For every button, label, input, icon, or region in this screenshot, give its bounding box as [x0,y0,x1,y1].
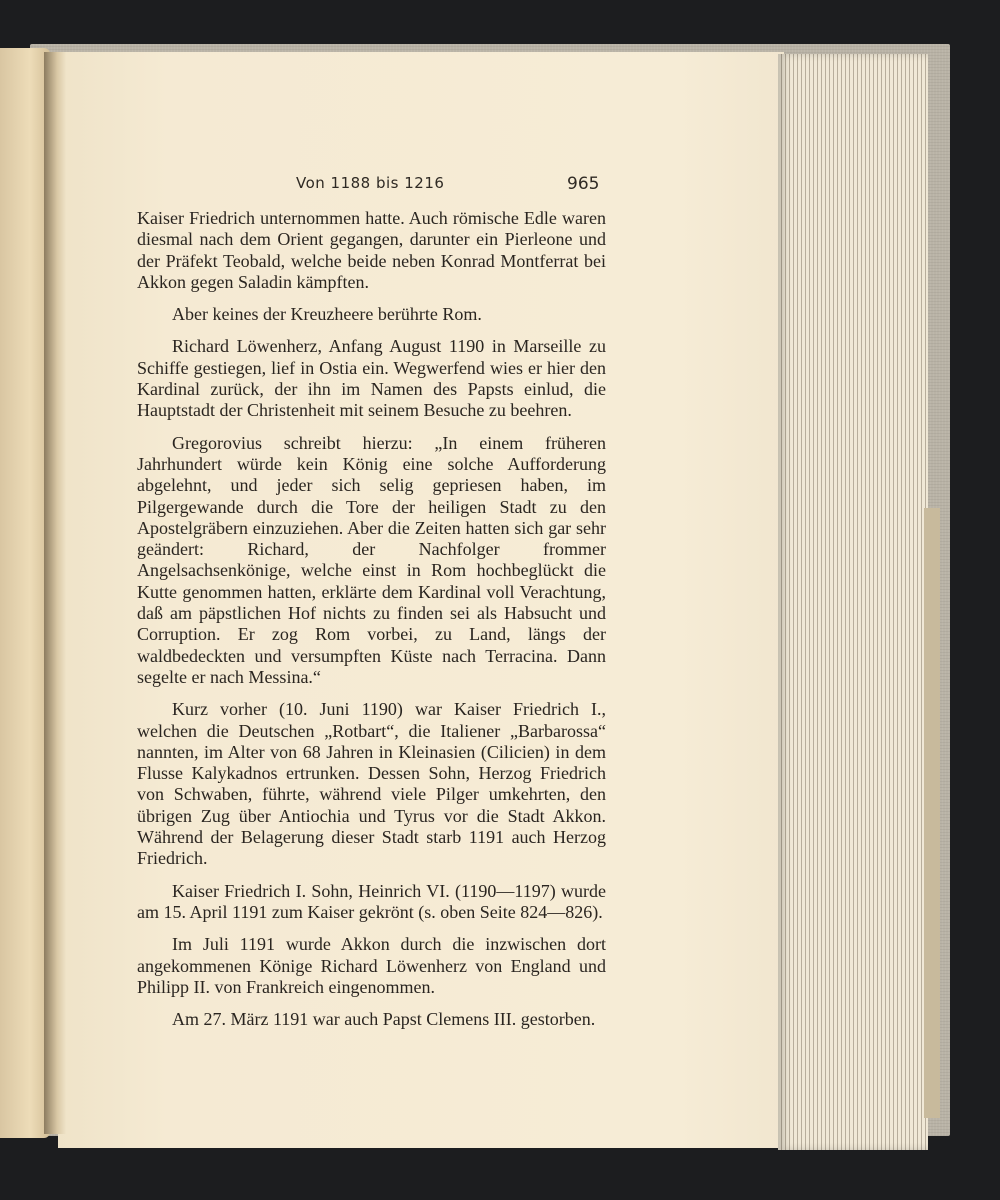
body-text [137,208,606,1041]
paragraph: Im Juli 1191 wurde Akkon durch die inzwischen dort angekommenen Könige Richard Löwenherz von England und Philipp II. von Frankreich eingenommen. [137,934,606,997]
page-block-edges [778,54,928,1150]
running-head: Von 1188 bis 1216 [296,174,445,192]
page-number: 965 [567,174,600,194]
paragraph: Kurz vorher (10. Juni 1190) war Kaiser Friedrich I., welchen die Deutschen „Rotbart“, die Italiener „Barbarossa“ nannten, im Alter von 68 Jahren in Kleinasien (Cilicien) in dem Flusse Kalykadnos ertrunken. Dessen Sohn, Herzog Friedrich von Schwaben, führte, während viele Pilger umkehrten, den übrigen Zug über Antiochia und Tyrus vor die Stadt Akkon. Während der Belagerung dieser Stadt starb 1191 auch Herzog Friedrich. [137,699,606,869]
paragraph: Am 27. März 1191 war auch Papst Clemens III. gestorben. [172,1009,596,1030]
paragraph: Richard Löwenherz, Anfang August 1190 in Marseille zu Schiffe gestiegen, lief in Ostia ein. Wegwerfend wies er hier den Kardinal zurück, der ihn im Namen des Papsts einlud, die Hauptstadt der Christenheit mit seinem Besuche zu beehren. [137,336,606,421]
paragraph: Kaiser Friedrich unternommen hatte. Auch römische Edle waren diesmal nach dem Orient gegangen, darunter ein Pierleone und der Präfekt Teobald, welche beide neben Konrad Montferrat bei Akkon gegen Saladin kämpften. [137,208,606,292]
book-gutter [44,52,66,1134]
left-page-edge [0,48,50,1138]
paragraph: Gregorovius schreibt hierzu: „In einem früheren Jahrhundert würde kein König eine solche Aufforderung abgelehnt, und jeder sich selig gepriesen haben, im Pilgergewande durch die Tore der heiligen Stadt zu den Apostelgräbern einzuziehen. Aber die Zeiten hatten sich gar sehr geändert: Richard, der Nachfolger frommer Angelsachsenkönige, welche einst in Rom hochbeglückt die Kutte genommen hatten, erklärte dem Kardinal voll Verachtung, daß am päpstlichen Hof nichts zu finden sei als Habsucht und Corruption. Er zog Rom vorbei, zu Land, längs der waldbedeckten und versumpften Küste nach Terracina. Dann segelte er nach Messina.“ [137,432,606,687]
paragraph: Kaiser Friedrich I. Sohn, Heinrich VI. (1190—1197) wurde am 15. April 1191 zum Kaiser gekrönt (s. oben Seite 824—826). [137,880,606,922]
paragraph: Aber keines der Kreuzheere berührte Rom. [172,304,482,325]
cover-edge-band [924,508,940,1118]
